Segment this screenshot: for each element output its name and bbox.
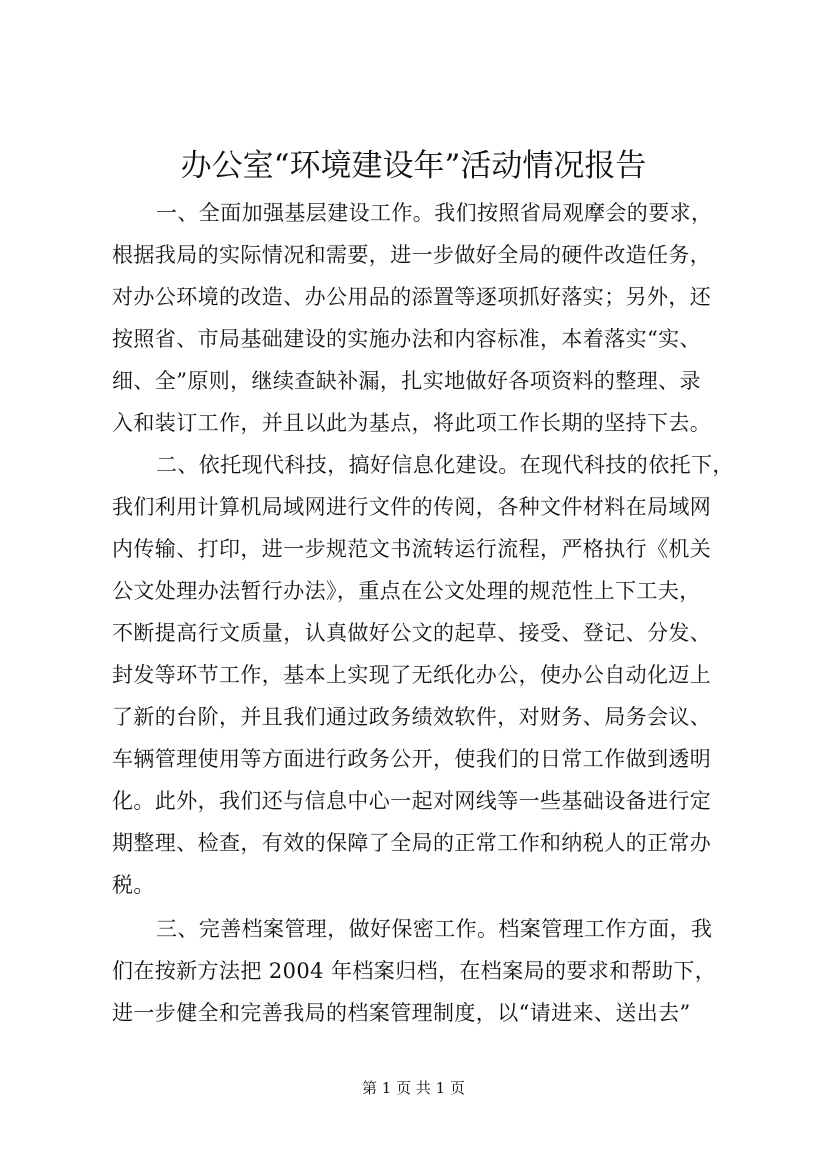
paragraph-2-line-3: 内传输、打印，进一步规范文书流转运行流程，严格执行《机关 [112,537,712,561]
paragraph-1-line-2: 根据我局的实际情况和需要，进一步做好全局的硬件改造任务， [112,243,712,267]
paragraph-1-line-6: 入和装订工作，并且以此为基点，将此项工作长期的坚持下去。 [112,411,712,435]
paragraph-2-line-7: 了新的台阶，并且我们通过政务绩效软件，对财务、局务会议、 [112,705,712,729]
page-footer: 第 1 页 共 1 页 [362,1079,465,1097]
paragraph-1-line-3: 对办公环境的改造、办公用品的添置等逐项抓好落实；另外，还 [112,285,712,309]
paragraph-3-line-3: 进一步健全和完善我局的档案管理制度，以“请进来、送出去” [112,1001,691,1025]
document-title: 办公室“环境建设年”活动情况报告 [180,148,647,184]
paragraph-2-line-10: 期整理、检查，有效的保障了全局的正常工作和纳税人的正常办 [112,831,712,855]
paragraph-2-line-11: 税。 [112,873,155,897]
paragraph-2-line-5: 不断提高行文质量，认真做好公文的起草、接受、登记、分发、 [112,621,712,645]
paragraph-2-line-2: 我们利用计算机局域网进行文件的传阅，各种文件材料在局域网 [112,495,712,519]
paragraph-1-line-4: 按照省、市局基础建设的实施办法和内容标准，本着落实“实、 [112,327,701,351]
paragraph-2-line-8: 车辆管理使用等方面进行政务公开，使我们的日常工作做到透明 [112,747,712,771]
paragraph-3-line-2: 们在按新方法把 2004 年档案归档，在档案局的要求和帮助下， [112,959,717,983]
paragraph-1-line-5: 细、全”原则，继续查缺补漏，扎实地做好各项资料的整理、录 [112,369,701,393]
paragraph-3-line-1: 三、完善档案管理，做好保密工作。档案管理工作方面，我 [156,917,713,941]
paragraph-2-line-6: 封发等环节工作，基本上实现了无纸化办公，使办公自动化迈上 [112,663,712,687]
paragraph-2-line-1: 二、依托现代科技，搞好信息化建设。在现代科技的依托下， [156,453,734,477]
paragraph-1-line-1: 一、全面加强基层建设工作。我们按照省局观摩会的要求， [156,201,713,225]
paragraph-2-line-9: 化。此外，我们还与信息中心一起对网线等一些基础设备进行定 [112,789,712,813]
paragraph-2-line-4: 公文处理办法暂行办法》，重点在公文处理的规范性上下工夫， [112,579,701,603]
